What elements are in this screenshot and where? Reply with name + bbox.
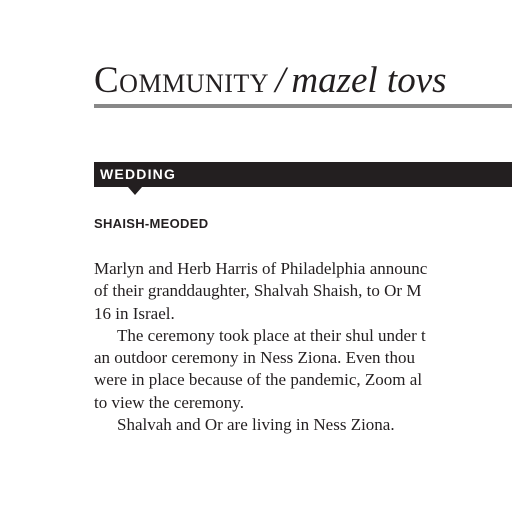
section-title: Community (94, 60, 270, 101)
body-line: were in place because of the pandemic, Zoom al (94, 370, 423, 390)
body-line: Marlyn and Herb Harris of Philadelphia announc (94, 259, 428, 278)
body-line: to view the ceremony. (94, 392, 244, 412)
body-line: of their granddaughter, Shalvah Shaish, to Or M (94, 281, 422, 301)
subsection-title: mazel tovs (291, 60, 447, 101)
header-rule (94, 104, 512, 108)
body-line: an outdoor ceremony in Ness Ziona. Even thou (94, 348, 416, 368)
article-headline: SHAISH-MEODED (94, 216, 209, 231)
page-header (94, 62, 447, 99)
body-line: The ceremony took place at their shul under t (117, 325, 426, 345)
category-label: WEDDING (100, 166, 177, 182)
title-separator: / (275, 60, 286, 101)
article-body (94, 258, 512, 436)
body-line: Shalvah and Or are living in Ness Ziona. (117, 415, 395, 435)
body-line: 16 in Israel. (94, 303, 175, 323)
category-pointer (128, 187, 142, 195)
